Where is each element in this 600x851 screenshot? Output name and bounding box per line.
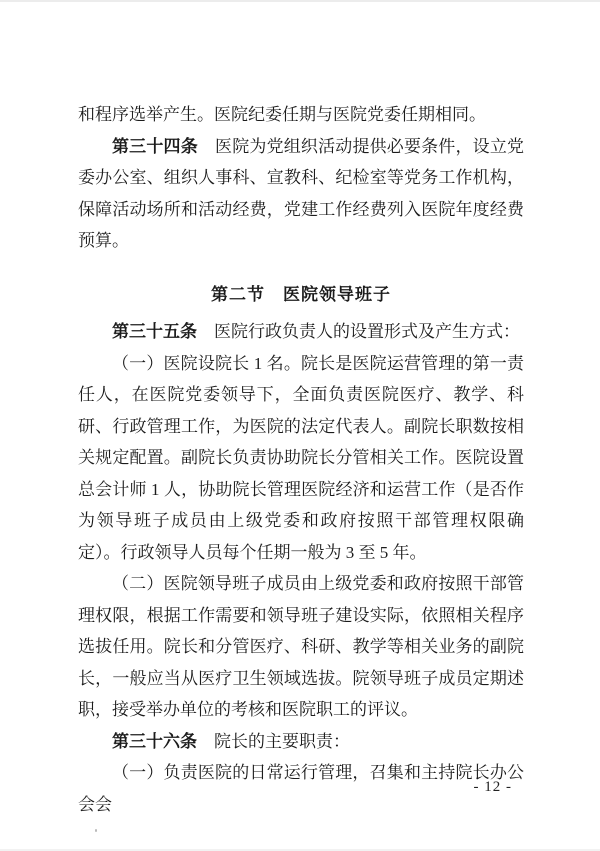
paragraph: 第三十六条 院长的主要职责： xyxy=(112,731,350,751)
scan-speck xyxy=(95,829,97,832)
page-number: - 12 - xyxy=(473,779,512,795)
paragraph: （一）负责医院的日常运行管理，召集和主持院长办公会会 xyxy=(78,763,524,814)
paragraph: 第三十四条 医院为党组织活动提供必要条件，设立党委办公室、组织人事科、宣教科、纪检室等党务工作机构，保障活动场所和活动经费，党建工作经费列入医院年度经费预算。 xyxy=(78,136,525,250)
document-body xyxy=(78,99,524,820)
paragraph-continuation: 和程序选举产生。医院纪委任期与医院党委任期相同。 xyxy=(78,105,486,124)
scan-edge-top xyxy=(0,0,600,2)
paragraph: （二）医院领导班子成员由上级党委和政府按照干部管理权限，根据工作需要和领导班子建设实际，依照相关程序选拔任用。院长和分管医疗、科研、教学等相关业务的副院长，一般应当从医疗卫生领域选拔。院领导班子成员定期述职，接受举办单位的考核和医院职工的评议。 xyxy=(78,574,524,719)
paragraph: 第三十五条 医院行政负责人的设置形式及产生方式： xyxy=(112,322,520,341)
paragraph: （一）医院设院长 1 名。院长是医院运营管理的第一责任人，在医院党委领导下，全面负责医院医疗、教学、科研、行政管理工作，为医院的法定代表人。副院长职数按相关规定配置。副院长负责协助院长分管相关工作。医院设置总会计师 1 人，协助院长管理医院经济和运营工作（是否作为领导班子成员由上级党委和政府按照干部管理权限确定）。行政领导人员每个任期一般为 3 至 5 年。 xyxy=(78,353,524,562)
section-heading: 第二节 医院领导班子 xyxy=(211,284,391,304)
article-number: 第三十四条 xyxy=(112,136,198,156)
article-number: 第三十五条 xyxy=(112,322,197,341)
article-number: 第三十六条 xyxy=(112,731,197,751)
